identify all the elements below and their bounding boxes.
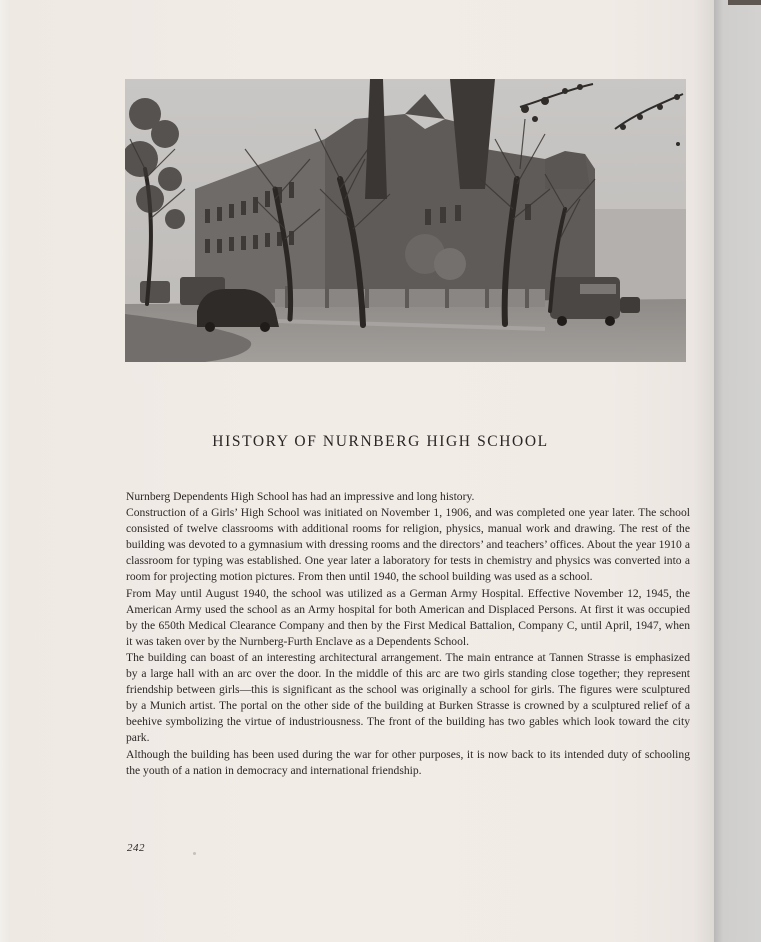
page-number: 242	[127, 842, 145, 854]
bus	[550, 277, 620, 319]
bus-wheel	[557, 316, 567, 326]
photo-illustration	[125, 79, 686, 362]
next-page-edge	[714, 0, 761, 942]
bus-windows	[580, 284, 616, 294]
paragraph: From May until August 1940, the school was utilized as a German Army Hospital. Effective November 12, 1945, the American Army used the school as an Army hospital for both American and Displaced Persons. At first it was occupied by the 650th Medical Clearance Company and then by the First Medical Battalion, Company C, until April, 1947, when it was taken over by the Nurnberg-Furth Enclave as a Dependents School.	[126, 586, 690, 648]
gable-right	[545, 151, 590, 189]
paragraph: Nurnberg Dependents High School has had an impressive and long history.	[126, 490, 475, 503]
paragraph: The building can boast of an interesting architectural arrangement. The main entrance at Tannen Strasse is emphasized by a large hall with an arc over the door. In the middle of this arc are two girls standing close together; they represent friendship between girls—this is significant as the school was originally a school for girls. The figures were sculptured by a Munich artist. The portal on the other side of the building at Burken Strasse is crowned by a sculptured relief of a beehive symbolizing the virtue of industriousness. The front of the building has two gables which look toward the city park.	[126, 650, 690, 745]
parked-car-right	[620, 297, 640, 313]
paper-speck	[193, 852, 196, 855]
car-wheel	[260, 322, 270, 332]
car-wheel	[205, 322, 215, 332]
paragraph: Although the building has been used during the war for other purposes, it is now back to its intended duty of schooling the youth of a nation in democracy and international friendship.	[126, 747, 690, 777]
bus-wheel	[605, 316, 615, 326]
article-body	[126, 489, 690, 779]
paragraph: Construction of a Girls’ High School was initiated on November 1, 1906, and was completed one year later. The school consisted of twelve classrooms with additional rooms for religion, physics, manual work and drawing. The rest of the building was devoted to a gymnasium with dressing rooms and the directors’ and teachers’ offices. About the year 1910 a classroom for typing was established. One year later a laboratory for tests in chemistry and physics was converted into a room for projecting motion pictures. From then until 1940, the school building was used as a school.	[126, 506, 690, 584]
page-title: HISTORY OF NURNBERG HIGH SCHOOL	[212, 433, 549, 450]
truck-far-left	[140, 281, 170, 303]
next-page-top-shadow	[728, 0, 761, 5]
book-left-edge	[0, 0, 10, 942]
school-building-photo	[125, 79, 686, 362]
